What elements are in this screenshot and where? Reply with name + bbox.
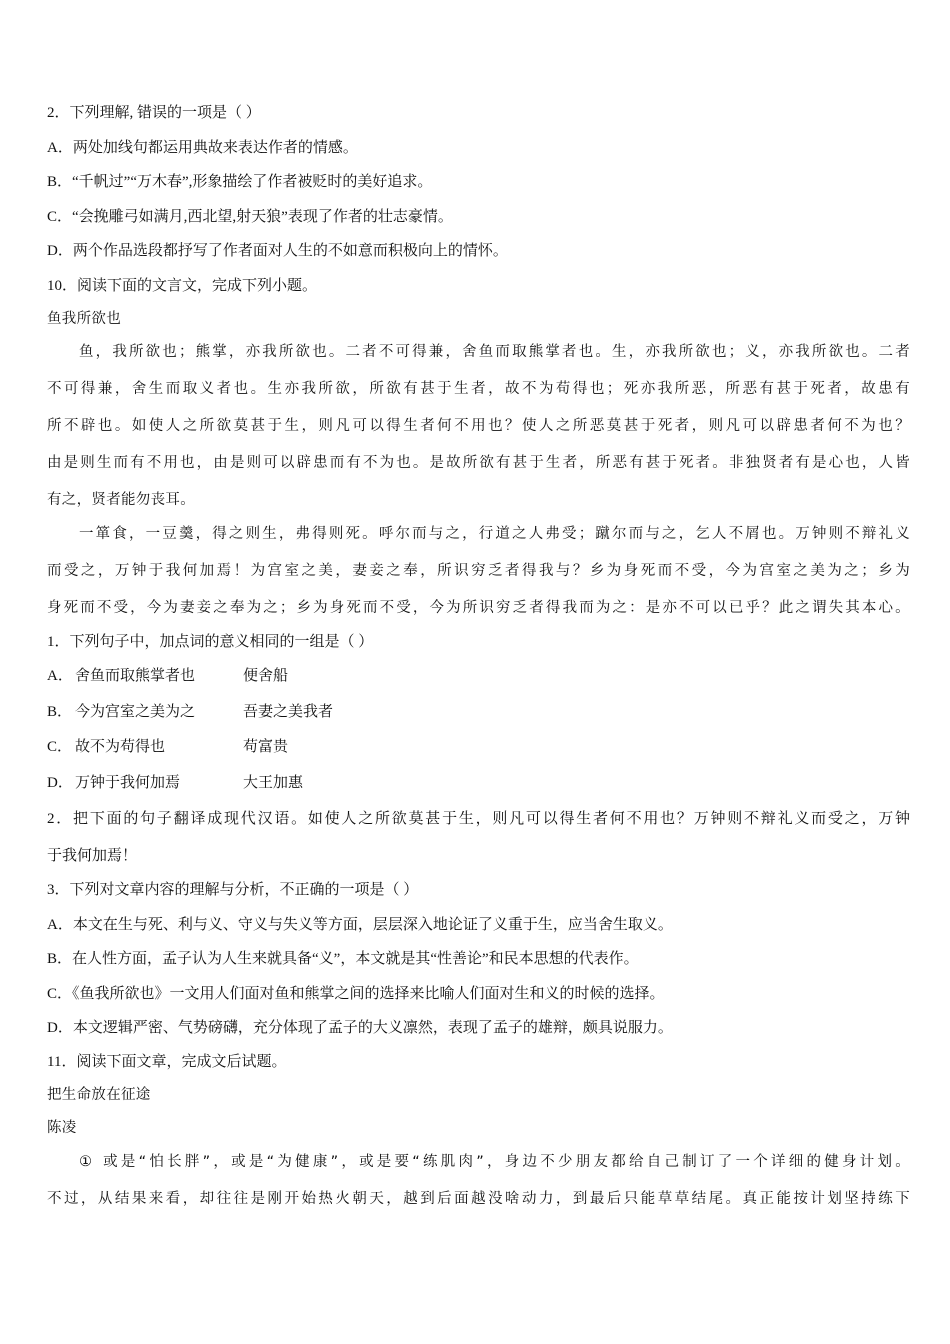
q10-para1-line: 所不辟也。如使人之所欲莫甚于生，则凡可以得生者何不用也？使人之所恶莫甚于死者，则凡可以辟患者何不为也？ — [47, 418, 910, 434]
q10-passage-title: 鱼我所欲也 — [47, 311, 121, 327]
q10-sub2-line1: 2．把下面的句子翻译成现代汉语。如使人之所欲莫甚于生，则凡可以得生者何不用也？万钟则不辩礼义而受之，万钟 — [47, 811, 910, 827]
option-label: A． — [47, 668, 73, 684]
q10-para2-line: 一箪食，一豆羹，得之则生，弗得则死。呼尔而与之，行道之人弗受；蹴尔而与之，乞人不屑也。万钟则不辩礼义 — [79, 526, 910, 542]
q10-sub1-option-a — [47, 666, 910, 686]
q10-para1-line: 由是则生而有不用也，由是则可以辟患而有不为也。是故所欲有甚于生者，所恶有甚于死者。非独贤者有是心也，人皆 — [47, 455, 910, 471]
option-text-b: 便舍船 — [243, 668, 289, 684]
option-label: B． — [47, 704, 73, 720]
q10-para1-line: 有之，贤者能勿丧耳。 — [47, 492, 195, 508]
q10-sub3-option-a: A．本文在生与死、利与义、守义与失义等方面，层层深入地论证了义重于生，应当舍生取义。 — [47, 917, 673, 933]
option-text-a: 故不为苟得也 — [75, 739, 166, 755]
q10-sub3-option-b: B．在人性方面，孟子认为人生来就具备“义”，本文就是其“性善论”和民本思想的代表作。 — [47, 951, 639, 967]
q10-sub3-option-d: D．本文逻辑严密、气势磅礴，充分体现了孟子的大义凛然，表现了孟子的雄辩，颇具说服力。 — [47, 1020, 673, 1036]
q10-intro: 10．阅读下面的文言文，完成下列小题。 — [47, 278, 318, 294]
q2-option-a: A．两处加线句都运用典故来表达作者的情感。 — [47, 140, 358, 156]
option-text-a: 万钟于我何加焉 — [75, 775, 181, 791]
q11-article-title: 把生命放在征途 — [47, 1087, 151, 1103]
option-label: C． — [47, 739, 73, 755]
option-text-a: 舍鱼而取熊掌者也 — [75, 668, 196, 684]
q10-para2-line: 身死而不受，今为妻妾之奉为之；乡为身死而不受，今为所识穷乏者得我而为之：是亦不可以已乎？此之谓失其本心。 — [47, 600, 910, 616]
q10-sub1-option-d — [47, 773, 910, 793]
option-text-b: 吾妻之美我者 — [243, 704, 334, 720]
option-text-a: 今为宫室之美为之 — [75, 704, 196, 720]
q2-option-b: B．“千帆过”“万木春”,形象描绘了作者被贬时的美好追求。 — [47, 174, 433, 190]
q11-author: 陈凌 — [47, 1120, 77, 1136]
option-text-b: 大王加惠 — [243, 775, 304, 791]
q10-sub1-option-b — [47, 702, 910, 722]
q10-sub1-option-c — [47, 737, 910, 757]
q10-sub1-stem: 1．下列句子中，加点词的意义相同的一组是（ ） — [47, 634, 374, 650]
q10-para1-line: 不可得兼，舍生而取义者也。生亦我所欲，所欲有甚于生者，故不为苟得也；死亦我所恶，所恶有甚于死者，故患有 — [47, 381, 910, 397]
q2-option-c: C．“会挽雕弓如满月,西北望,射天狼”表现了作者的壮志豪情。 — [47, 209, 453, 225]
option-label: D． — [47, 775, 73, 791]
q2-option-d: D．两个作品选段都抒写了作者面对人生的不如意而积极向上的情怀。 — [47, 243, 508, 259]
q11-para1-line: 不过，从结果来看，却往往是刚开始热火朝天，越到后面越没啥动力，到最后只能草草结尾。真正能按计划坚持练下 — [47, 1191, 910, 1207]
q10-sub3-option-c: C．《鱼我所欲也》一文用人们面对鱼和熊掌之间的选择来比喻人们面对生和义的时候的选择。 — [47, 986, 665, 1002]
q10-para2-line: 而受之，万钟于我何加焉！为宫室之美，妻妾之奉，所识穷乏者得我与？乡为身死而不受，今为宫室之美为之；乡为 — [47, 563, 910, 579]
option-text-b: 苟富贵 — [243, 739, 289, 755]
q2-stem: 2．下列理解, 错误的一项是（ ） — [47, 105, 261, 121]
q11-para1-line: ① 或是“怕长胖”，或是“为健康”，或是要“练肌肉”，身边不少朋友都给自己制订了一个详细的健身计划。 — [79, 1154, 910, 1170]
q10-sub2-line2: 于我何加焉！ — [47, 848, 138, 864]
q11-intro: 11．阅读下面文章，完成文后试题。 — [47, 1054, 287, 1070]
q10-sub3-stem: 3．下列对文章内容的理解与分析，不正确的一项是（ ） — [47, 882, 419, 898]
q10-para1-line: 鱼，我所欲也；熊掌，亦我所欲也。二者不可得兼，舍鱼而取熊掌者也。生，亦我所欲也；义，亦我所欲也。二者 — [79, 344, 910, 360]
